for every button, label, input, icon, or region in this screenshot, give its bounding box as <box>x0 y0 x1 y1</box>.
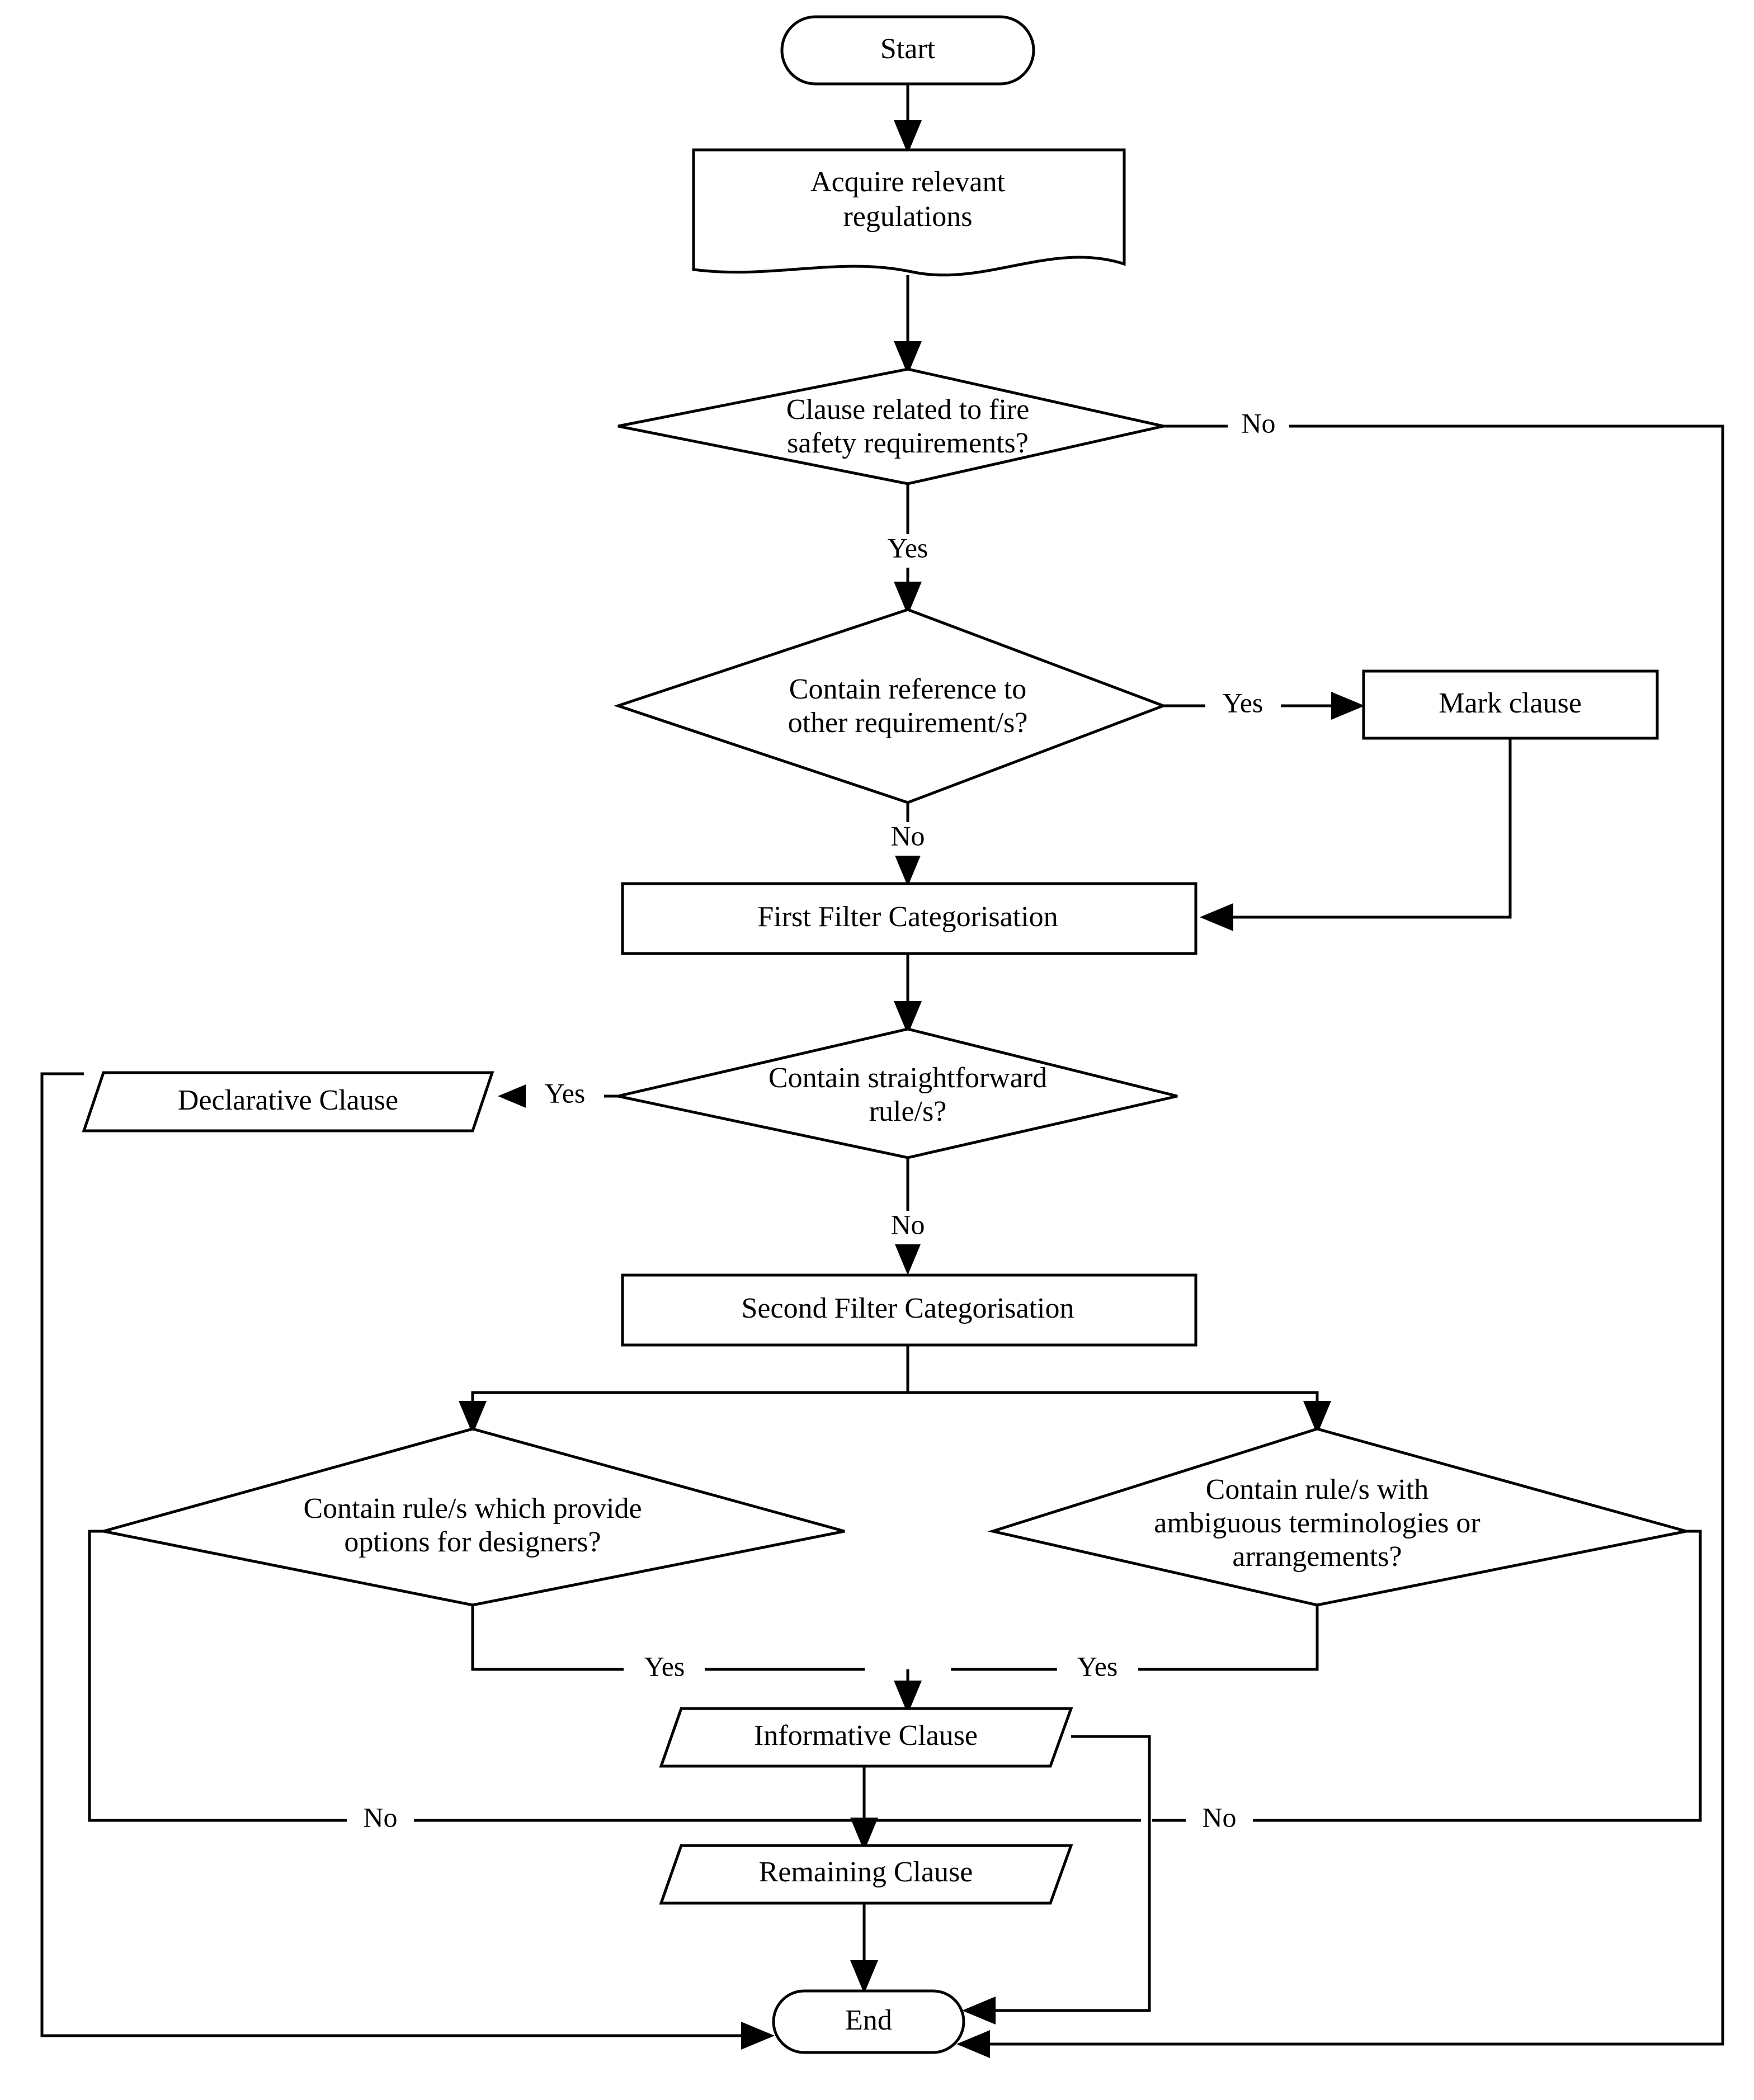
node-ambiguous-label-line1: Contain rule/s with <box>1205 1473 1429 1506</box>
edge-label-straightforward-yes <box>526 1077 604 1113</box>
node-mark-clause[interactable] <box>1364 671 1657 738</box>
node-remaining-clause[interactable] <box>661 1846 1071 1903</box>
node-start[interactable] <box>782 17 1034 84</box>
node-options-designers-decision[interactable] <box>103 1429 845 1605</box>
node-first-filter-label: First Filter Categorisation <box>757 900 1058 933</box>
node-reference-label-line1: Contain reference to <box>789 673 1027 705</box>
edge-label-reference-yes-text: Yes <box>1222 687 1263 719</box>
node-reference-decision[interactable] <box>618 610 1163 803</box>
edge-label-fire-no <box>1228 407 1289 443</box>
edge-label-fire-yes <box>871 532 944 568</box>
node-informative-clause[interactable] <box>661 1709 1071 1766</box>
edge-label-ambiguous-yes <box>1057 1650 1138 1686</box>
edge-label-ambiguous-no <box>1186 1801 1253 1837</box>
node-ambiguous-label-line3: arrangements? <box>1232 1540 1402 1573</box>
node-end[interactable] <box>774 1991 964 2052</box>
edge-label-ambiguous-no-text: No <box>1202 1801 1237 1833</box>
node-acquire-label-line1: Acquire relevant <box>810 166 1005 198</box>
edge-label-options-no-text: No <box>363 1801 398 1833</box>
node-ambiguous-decision[interactable] <box>993 1429 1686 1605</box>
edge-label-straightforward-no <box>875 1209 940 1244</box>
node-end-label: End <box>845 2004 892 2036</box>
node-declarative-label: Declarative Clause <box>177 1084 399 1116</box>
node-declarative-clause[interactable] <box>84 1073 492 1131</box>
node-straightforward-label-line1: Contain straightforward <box>768 1061 1048 1094</box>
node-remaining-label: Remaining Clause <box>758 1856 973 1888</box>
edge-label-fire-yes-text: Yes <box>887 532 928 564</box>
edge-label-reference-no <box>875 820 940 856</box>
node-second-filter-label: Second Filter Categorisation <box>741 1292 1074 1324</box>
connector-second-filter-to-ambiguous <box>908 1393 1317 1429</box>
node-acquire-label-line2: regulations <box>843 200 973 233</box>
node-fire-safety-decision[interactable] <box>618 369 1163 484</box>
edge-label-straightforward-no-text: No <box>890 1209 925 1240</box>
node-straightforward-decision[interactable] <box>618 1029 1177 1158</box>
node-reference-label-line2: other requirement/s? <box>788 706 1028 739</box>
node-start-label: Start <box>880 32 936 65</box>
node-straightforward-label-line2: rule/s? <box>869 1095 947 1127</box>
node-second-filter[interactable] <box>623 1275 1196 1345</box>
node-first-filter[interactable] <box>623 884 1196 954</box>
edge-label-reference-no-text: No <box>890 820 925 852</box>
node-fire-safety-label-line1: Clause related to fire <box>786 393 1030 426</box>
connector-second-filter-to-options <box>473 1345 908 1429</box>
edge-label-options-no <box>347 1801 414 1837</box>
edge-label-options-yes-text: Yes <box>644 1650 685 1682</box>
connector-mark-clause-to-first-filter <box>1205 738 1510 917</box>
node-options-label-line1: Contain rule/s which provide <box>303 1492 642 1525</box>
edge-label-options-yes <box>624 1650 705 1686</box>
edge-label-reference-yes <box>1205 687 1281 723</box>
connector-fire-safety-no-to-end <box>962 426 1723 2044</box>
node-ambiguous-label-line2: ambiguous terminologies or <box>1154 1507 1480 1539</box>
node-fire-safety-label-line2: safety requirements? <box>787 427 1029 459</box>
node-options-label-line2: options for designers? <box>344 1526 601 1558</box>
node-acquire-regulations[interactable] <box>694 150 1124 275</box>
node-mark-clause-label: Mark clause <box>1439 687 1582 719</box>
edge-label-fire-no-text: No <box>1241 407 1276 439</box>
node-informative-label: Informative Clause <box>754 1719 978 1752</box>
edge-label-straightforward-yes-text: Yes <box>544 1077 586 1109</box>
edge-label-ambiguous-yes-text: Yes <box>1077 1650 1118 1682</box>
